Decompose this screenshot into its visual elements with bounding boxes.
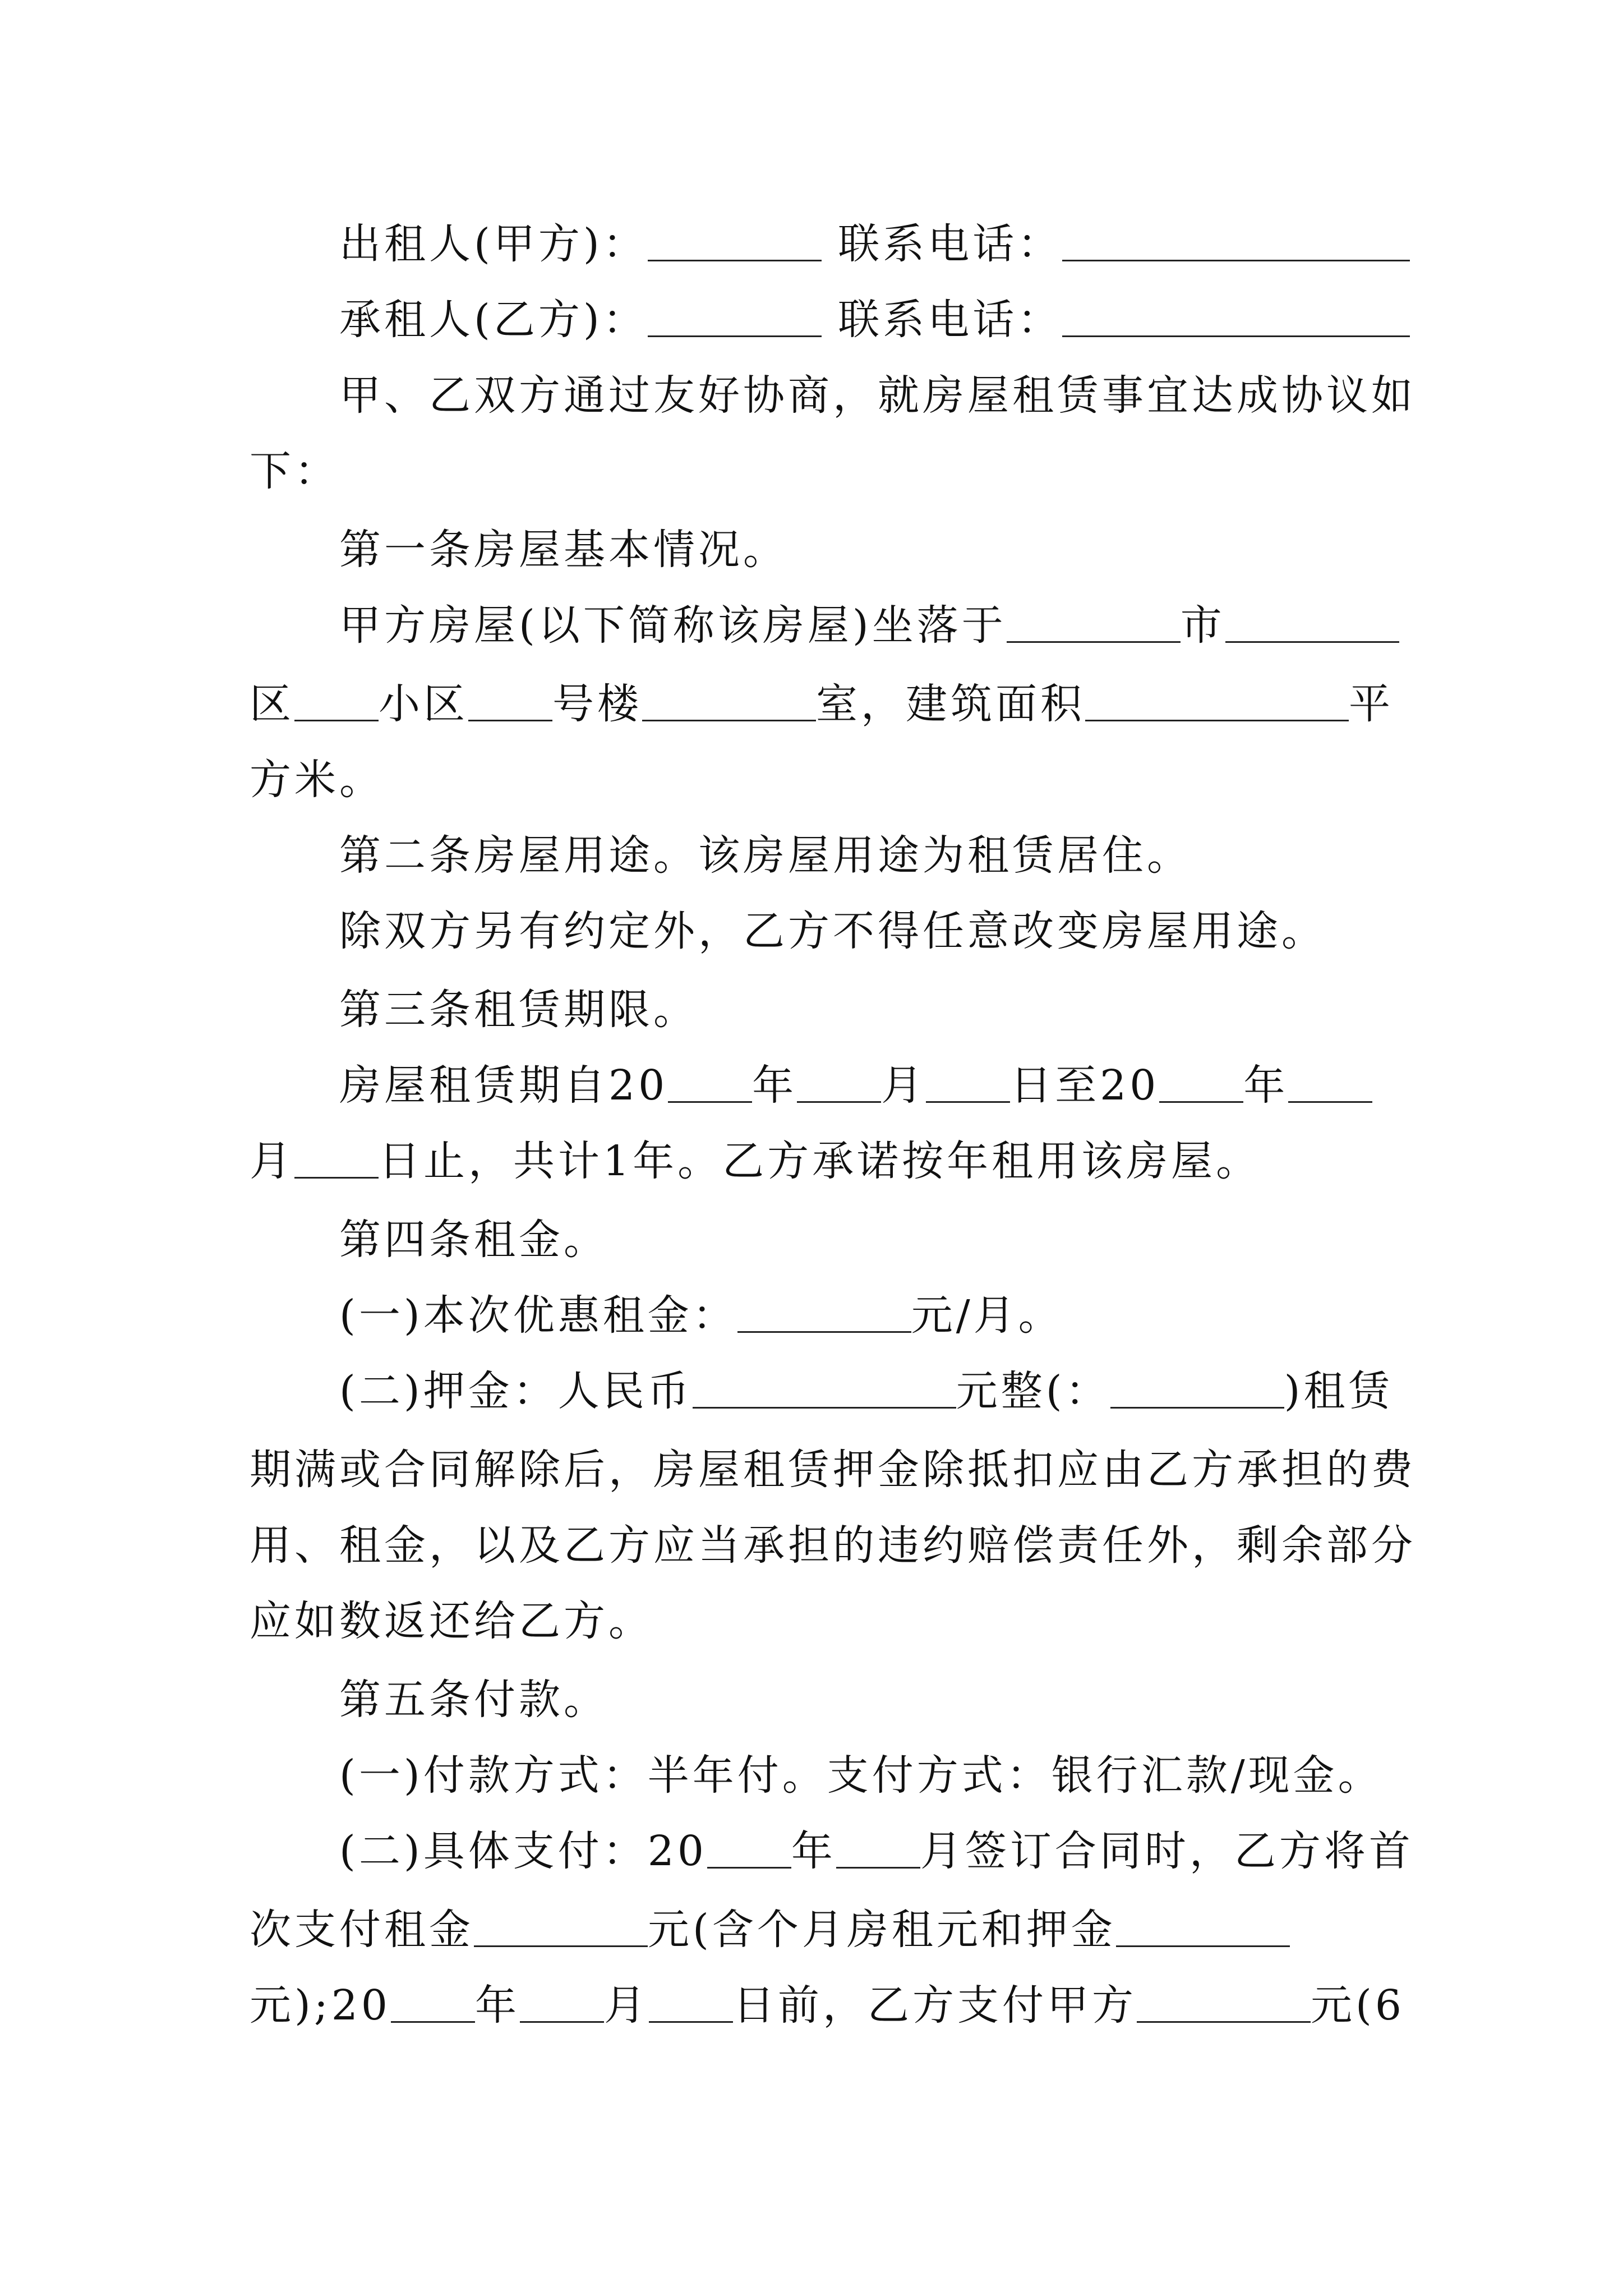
section-heading: 第二条房屋用途。该房屋用途为租赁居住。 <box>339 831 1192 880</box>
start-month-blank <box>797 1057 881 1103</box>
lessor-phone-blank <box>1062 216 1410 261</box>
section-heading: 第一条房屋基本情况。 <box>339 526 788 574</box>
district-blank <box>1225 597 1399 643</box>
lessee-phone-blank <box>1062 292 1410 337</box>
paragraph-line: 方米。 <box>250 756 384 804</box>
start-day-blank <box>926 1057 1010 1103</box>
room-blank <box>642 676 816 721</box>
pay-month-blank <box>520 1977 604 2023</box>
address-line: 甲方房屋(以下简称该房屋)坐落于 市 <box>339 597 1388 654</box>
paragraph-line: 下： <box>250 447 339 495</box>
paragraph-line: 应如数返还给乙方。 <box>250 1597 653 1645</box>
area-blank <box>1085 676 1349 721</box>
address-line: 区 小区 号楼 室，建筑面积 平 <box>250 676 1388 732</box>
pay-day-blank <box>649 1977 733 2023</box>
payment-line: 元);20 年 月 日前，乙方支付甲方 元(6 <box>250 1977 1388 2033</box>
deposit-figure-blank <box>1110 1363 1284 1409</box>
paragraph-line: (一)付款方式：半年付。支付方式：银行汇款/现金。 <box>339 1751 1383 1800</box>
paragraph-line: 甲、乙双方通过友好协商，就房屋租赁事宜达成协议如 <box>339 371 1416 420</box>
sign-year-blank <box>707 1823 791 1869</box>
payment-line: 次支付租金 元(含个月房租元和押金 <box>250 1902 1388 1958</box>
rent-line: (一)本次优惠租金： 元/月。 <box>339 1287 1388 1343</box>
sign-month-blank <box>836 1823 920 1869</box>
paragraph-line: 期满或合同解除后，房屋租赁押金除抵扣应由乙方承担的费 <box>250 1446 1416 1494</box>
pay-year-blank <box>391 1977 475 2023</box>
lessee-name-blank <box>648 292 822 337</box>
first-payment-blank <box>474 1902 648 1947</box>
section-heading: 第五条付款。 <box>339 1676 608 1724</box>
lease-term-line: 房屋租赁期自20 年 月 日至20 年 <box>339 1057 1388 1114</box>
deposit-included-blank <box>1116 1902 1290 1947</box>
section-heading: 第三条租赁期限。 <box>339 986 698 1034</box>
paragraph-line: 用、租金，以及乙方应当承担的违约赔偿责任外，剩余部分 <box>250 1521 1416 1570</box>
payment-line: (二)具体支付：20 年 月签订合同时，乙方将首 <box>339 1823 1388 1879</box>
pay-amount-blank <box>1137 1977 1311 2023</box>
lessor-name-blank <box>648 216 822 261</box>
end-month-blank <box>1288 1057 1372 1103</box>
city-blank <box>1007 597 1181 643</box>
deposit-line: (二)押金：人民币 元整(： )租赁 <box>339 1363 1388 1419</box>
community-blank <box>294 676 379 721</box>
lessor-line: 出租人(甲方)： 联系电话： <box>339 216 1388 272</box>
lessee-line: 承租人(乙方)： 联系电话： <box>339 292 1388 348</box>
end-year-blank <box>1159 1057 1243 1103</box>
end-day-blank <box>294 1133 379 1179</box>
building-blank <box>468 676 552 721</box>
paragraph-line: 除双方另有约定外，乙方不得任意改变房屋用途。 <box>339 907 1326 955</box>
rent-amount-blank <box>737 1287 911 1333</box>
start-year-blank <box>668 1057 752 1103</box>
deposit-amount-blank <box>693 1363 956 1409</box>
lease-term-line: 月 日止，共计1年。乙方承诺按年租用该房屋。 <box>250 1133 1388 1189</box>
section-heading: 第四条租金。 <box>339 1216 608 1264</box>
